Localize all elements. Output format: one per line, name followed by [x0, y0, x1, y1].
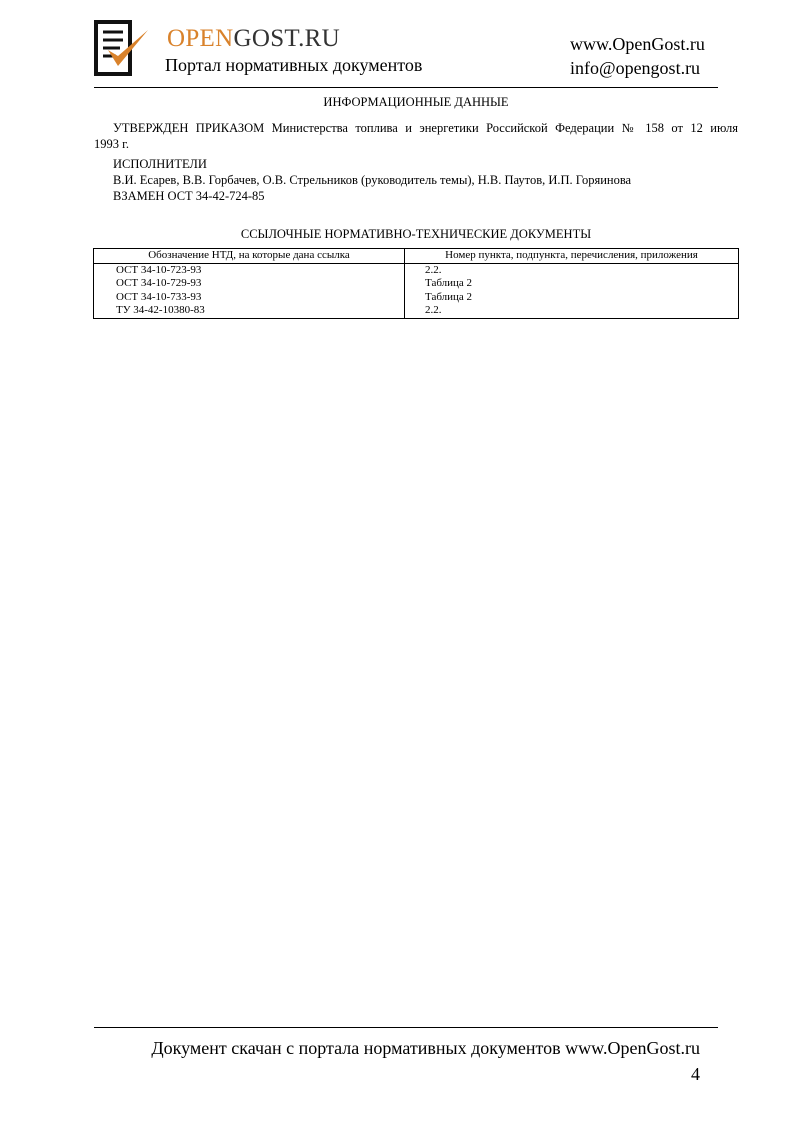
cell-document: ОСТ 34-10-723-93 [94, 263, 405, 277]
cell-reference: Таблица 2 [425, 290, 473, 303]
cell-document: ОСТ 34-10-729-93 [94, 277, 405, 291]
executors-list: В.И. Есарев, В.В. Горбачев, О.В. Стрельников (руководитель темы), Н.В. Паутов, И.П. Горяинова [113, 173, 632, 187]
document-check-icon [94, 20, 150, 78]
page-number: 4 [691, 1064, 700, 1084]
approved-paragraph [94, 120, 738, 152]
table-row [94, 263, 739, 277]
col-header-reference: Номер пункта, подпункта, перечисления, приложения [405, 249, 739, 264]
website-link[interactable]: www.OpenGost.ru [570, 34, 705, 54]
cell-reference: 2.2. [425, 304, 442, 316]
executors-label: ИСПОЛНИТЕЛИ [113, 157, 207, 171]
col-header-document: Обозначение НТД, на которые дана ссылка [94, 249, 405, 264]
table-row [94, 277, 739, 291]
brand-part-open: OPEN [167, 25, 234, 52]
cell-reference: 2.2. [425, 263, 442, 276]
cell-document: ТУ 34-42-10380-83 [94, 304, 405, 318]
references-section-title: ССЫЛОЧНЫЕ НОРМАТИВНО-ТЕХНИЧЕСКИЕ ДОКУМЕНТЫ [240, 227, 592, 241]
brand-part-gost: GOST.RU [233, 25, 340, 52]
email-link[interactable]: info@opengost.ru [570, 58, 701, 78]
header-divider [94, 87, 718, 88]
approved-line-2: 1993 г. [94, 137, 129, 151]
table-header-row [94, 249, 739, 264]
footer-text: Документ скачан с портала нормативных документов www.OpenGost.ru [151, 1038, 700, 1058]
info-section-title: ИНФОРМАЦИОННЫЕ ДАННЫЕ [323, 95, 509, 109]
table-row [94, 304, 739, 318]
footer-divider [94, 1027, 718, 1028]
table-row [94, 291, 739, 305]
cell-document: ОСТ 34-10-733-93 [94, 291, 405, 305]
references-table [93, 248, 739, 319]
replaces-line: ВЗАМЕН ОСТ 34-42-724-85 [113, 189, 265, 203]
portal-subtitle: Портал нормативных документов [165, 55, 423, 75]
cell-reference: Таблица 2 [425, 277, 473, 289]
brand-logo-text [167, 26, 340, 51]
approved-line-1: УТВЕРЖДЕН ПРИКАЗОМ Министерства топлива и энергетики Российской Федерации № 158 от 12 июля [113, 121, 738, 135]
